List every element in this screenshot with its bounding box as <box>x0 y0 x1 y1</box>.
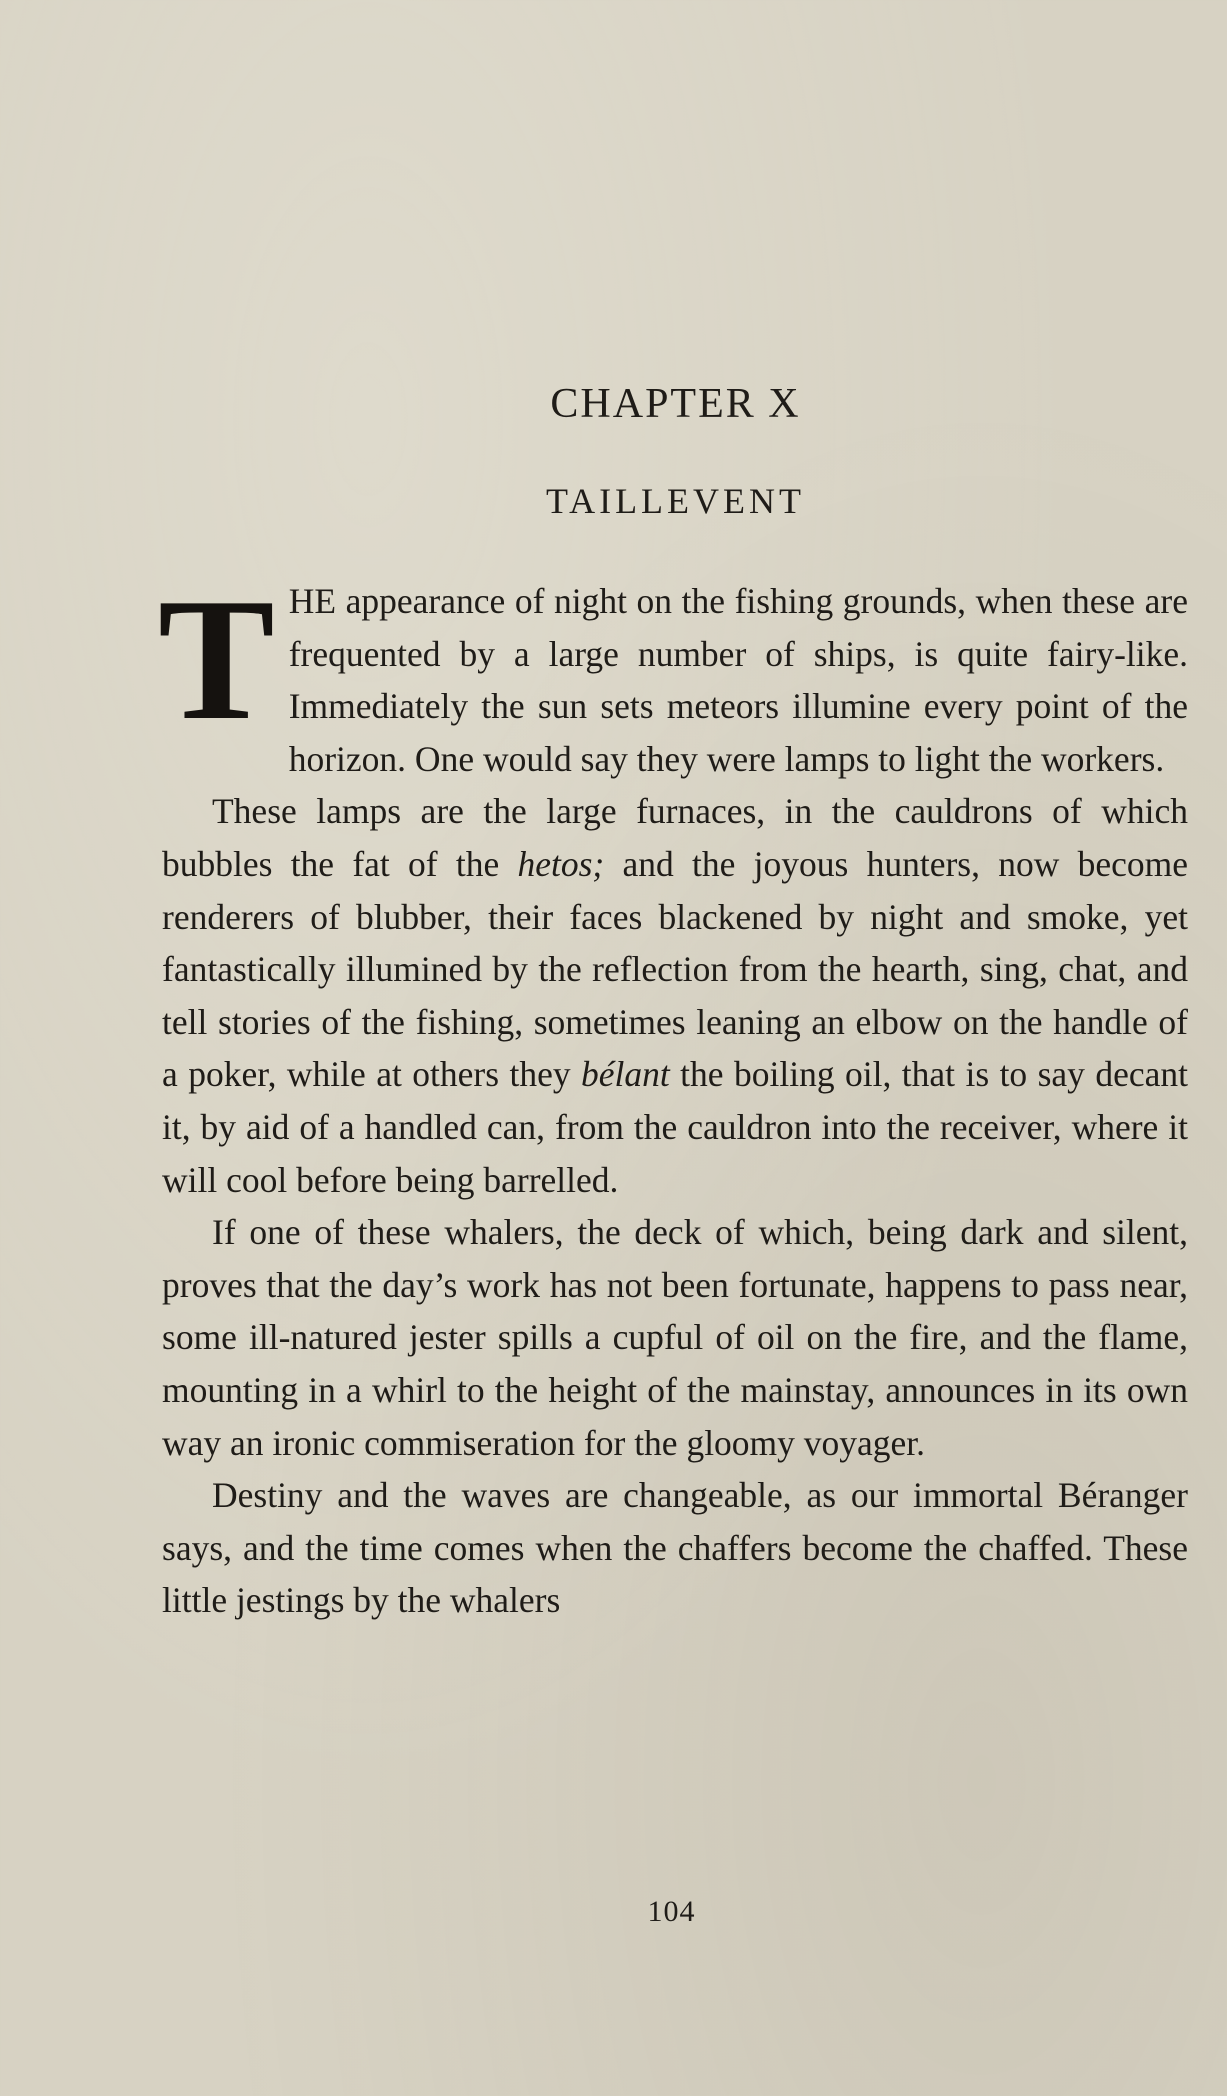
italic-word-belant: bélant <box>581 1054 670 1095</box>
chapter-heading: CHAPTER X <box>550 381 801 427</box>
paragraph-2-text-a: These lamps are the large furnaces, in the cauldrons of which bubbles the fat of the <box>162 791 1188 884</box>
chapter-title: TAILLEVENT <box>545 481 806 521</box>
italic-word-hetos: hetos; <box>517 843 605 884</box>
paragraph-3: If one of these whalers, the deck of which, being dark and silent, proves that the day’s work has not been fortunate, happens to pass near, some ill-natured jester spills a cupful of oil on the fire, and the flame, mounting in a whirl to the height of the mainstay, announces in its own way an ironic commiseration for the gloomy voyager. <box>162 1212 1188 1463</box>
body-text <box>158 562 1189 1627</box>
paragraph-1 <box>158 562 1188 785</box>
paragraph-4: Destiny and the waves are changeable, as our immortal Béranger says, and the time comes when the chaffers become the chaffed. These little jestings by the whalers <box>162 1475 1188 1621</box>
paragraph-2 <box>162 785 1188 1206</box>
drop-cap: T <box>158 562 275 756</box>
paragraph-2-text-c: the boiling oil, that is to say decant it, by aid of a handled can, from the cauldron into the receiver, where it will cool before being barrelled. <box>162 1054 1189 1200</box>
paragraph-2-text-b: and the joyous hunters, now become renderers of blubber, their faces blackened by night and smoke, yet fantastically illumined by the reflection from the hearth, sing, chat, and tell stories of the fishing, sometimes leaning an elbow on the handle of a poker, while at others they <box>162 843 1188 1095</box>
page-number: 104 <box>647 1895 696 1928</box>
paragraph-1-text: HE appearance of night on the fishing grounds, when these are frequented by a large number of ships, is quite fairy-like. Immediately the sun sets meteors illumine every point of the horizon. One would say they were lamps to light the workers. <box>288 581 1188 779</box>
